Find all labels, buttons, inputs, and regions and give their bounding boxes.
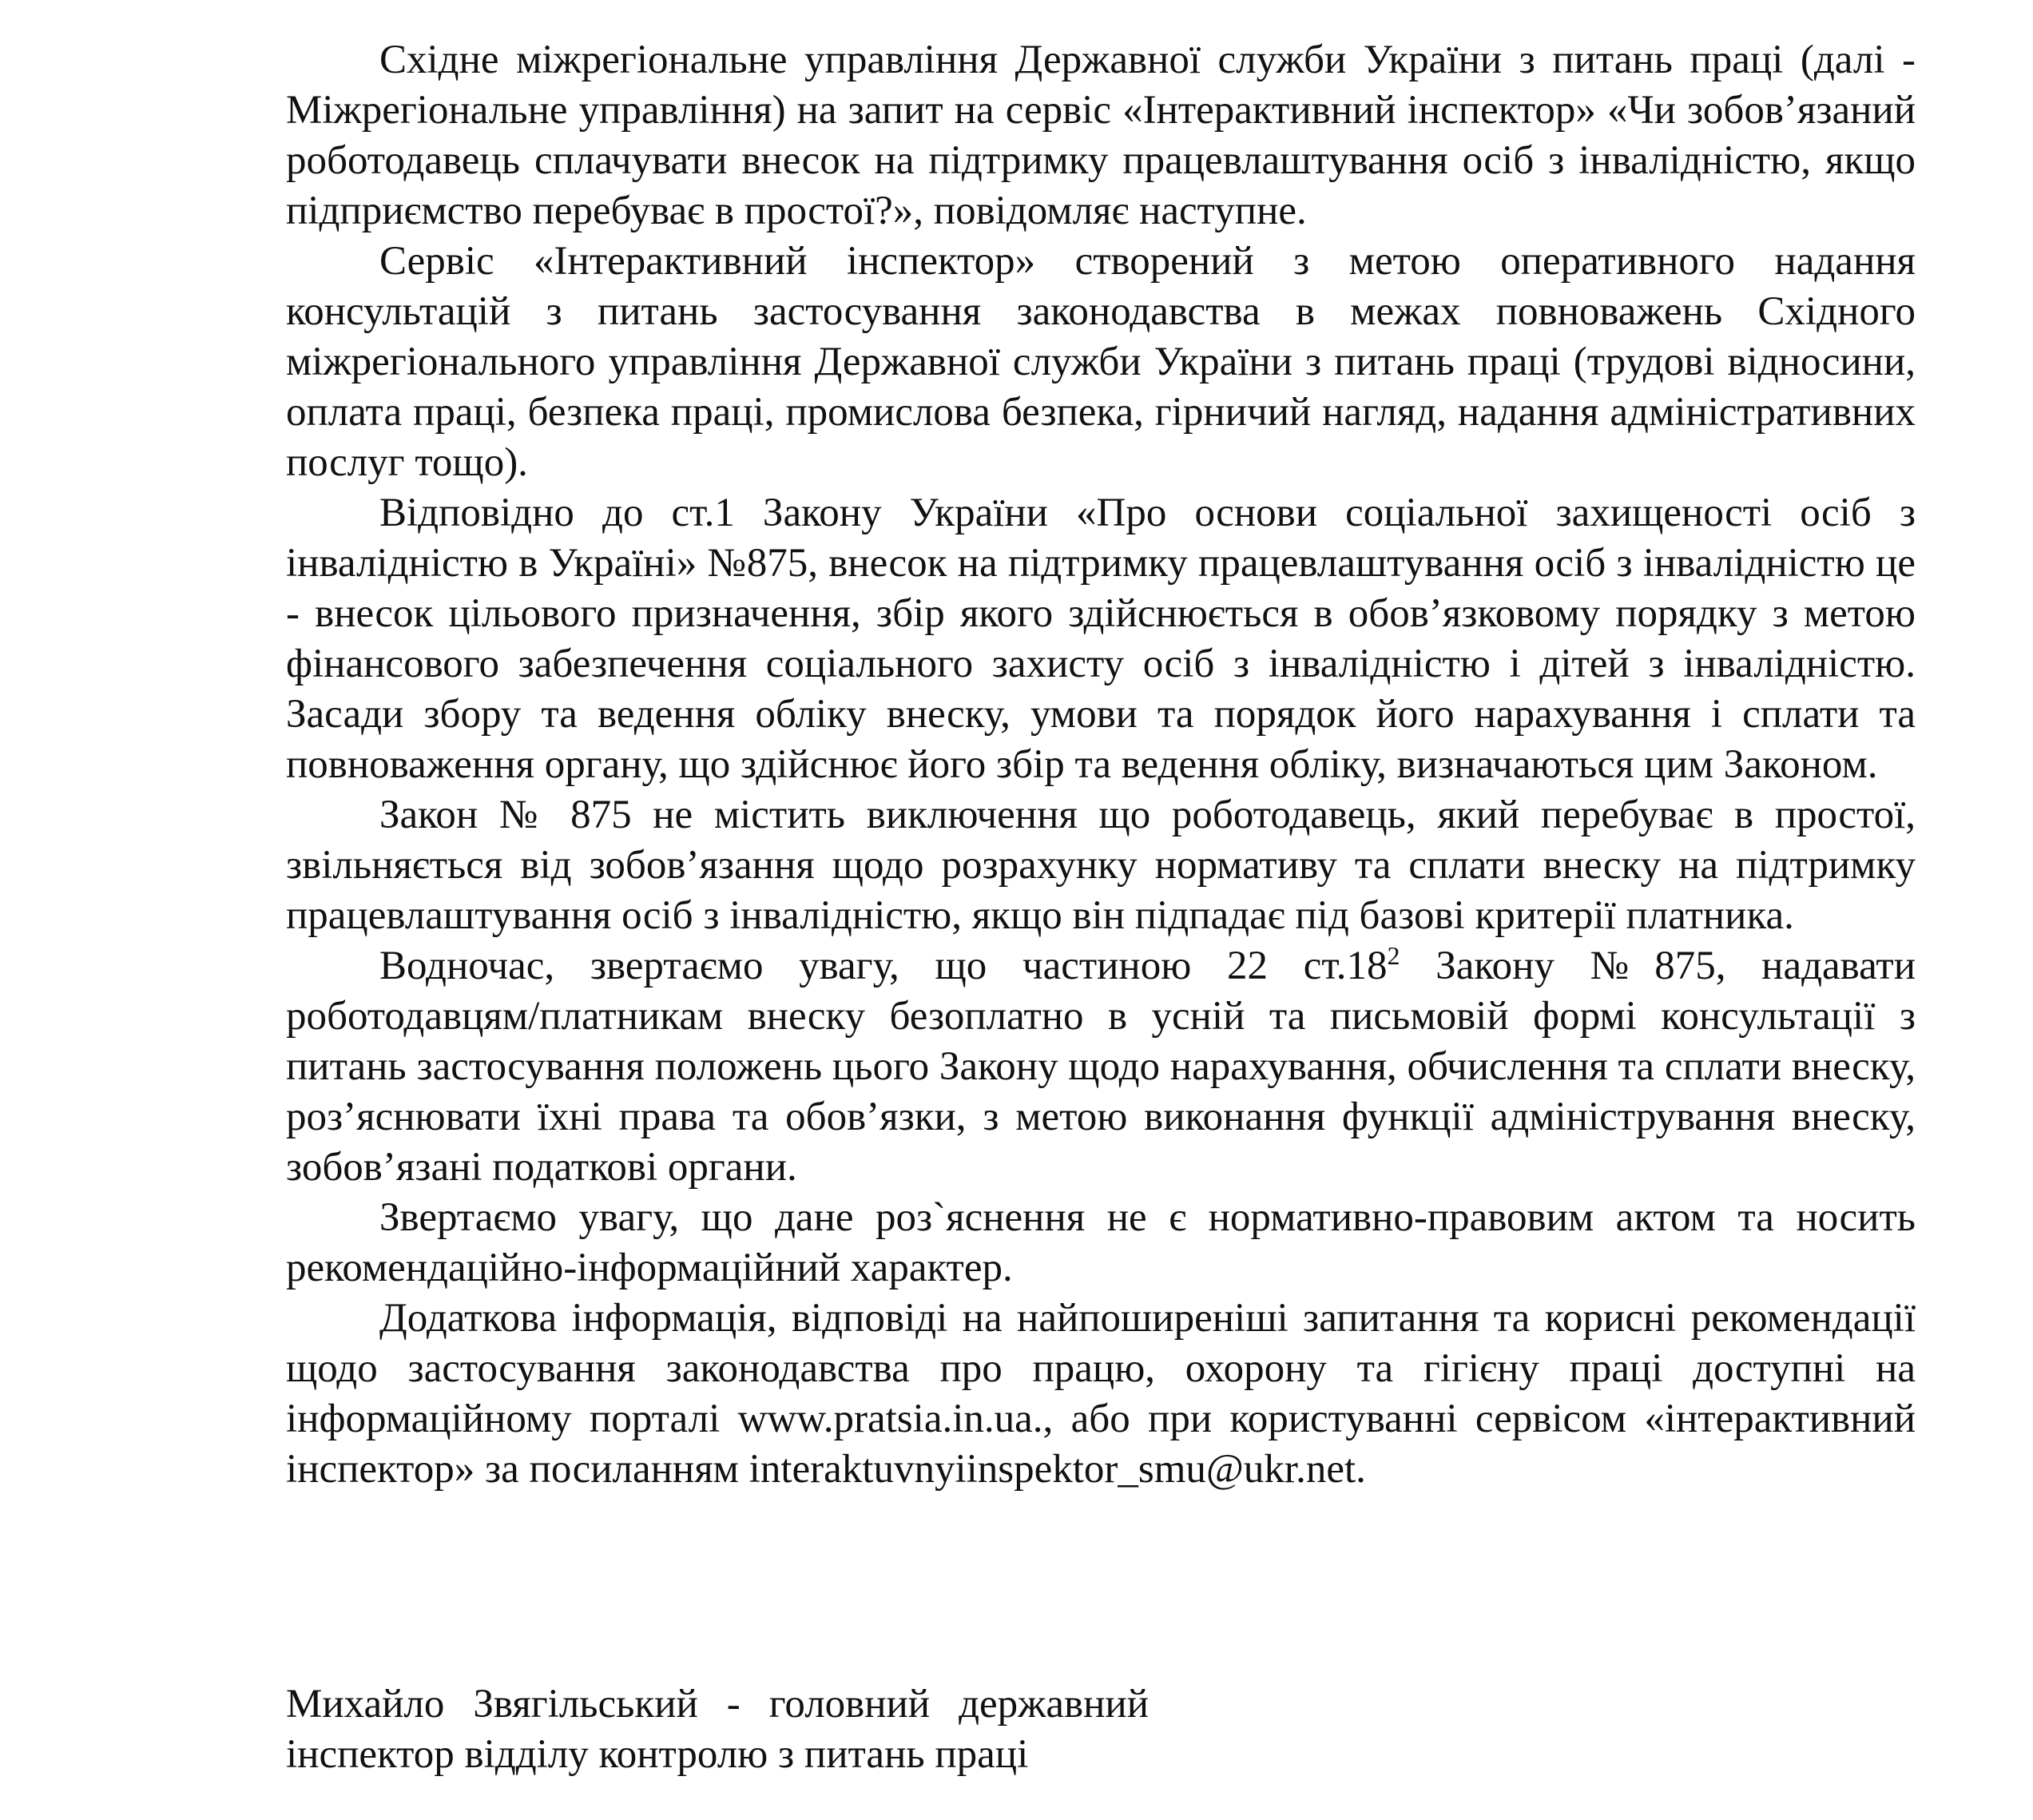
- paragraph-law-875-exceptions: Закон № 875 не містить виключення що роботодавець, який перебуває в простої, звільняється від зобов’язання щодо розрахунку нормативу та сплати внеску на підтримку працевлаштування осіб з інвалідністю, якщо він підпадає під базові критерії платника.: [286, 793, 1916, 938]
- paragraph-tax-authorities: [286, 941, 1916, 1193]
- paragraph-service-description: Сервіс «Інтерактивний інспектор» створений з метою оперативного надання консультацій з питань застосування законодавства в межах повноважень Східного міжрегіонального управління Державної служби України з питань праці (трудові відносини, оплата праці, безпека праці, промислова безпека, гірничий нагляд, надання адміністративних послуг тощо).: [286, 239, 1916, 485]
- paragraph-tax-authorities-start: Водночас, звертаємо увагу, що частиною 22 ст.18: [379, 944, 1388, 988]
- paragraph-additional-info: Додаткова інформація, відповіді на найпоширеніші запитання та корисні рекомендації щодо застосування законодавства про працю, охорону та гігієну праці доступні на інформаційному порталі www.pratsia.in.ua., або при користуванні сервісом «інтерактивний інспектор» за посиланням interaktuvnyiinspektor_smu@ukr.net.: [286, 1296, 1916, 1492]
- paragraph-tax-authorities-end: Закону №875, надавати роботодавцям/платникам внеску безоплатно в усній та письмовій формі консультації з питань застосування положень цього Закону щодо нарахування, обчислення та сплати внеску, роз’яснювати їхні права та обов’язки, з метою виконання функції адміністрування внеску, зобов’язані податкові органи.: [286, 944, 1916, 1190]
- superscript-article-index: 2: [1387, 941, 1400, 970]
- paragraph-intro: Східне міжрегіональне управління Державної служби України з питань праці (далі - Міжрегіональне управління) на запит на сервіс «Інтерактивний інспектор» «Чи зобов’язаний роботодавець сплачувати внесок на підтримку працевлаштування осіб з інвалідністю, якщо підприємство перебуває в простої?», повідомляє наступне.: [286, 38, 1916, 233]
- document-body: [286, 35, 1916, 1495]
- paragraph-disclaimer: Звертаємо увагу, що дане роз`яснення не є нормативно-правовим актом та носить рекомендаційно-інформаційний характер.: [286, 1195, 1916, 1290]
- paragraph-law-article-1: Відповідно до ст.1 Закону України «Про основи соціальної захищеності осіб з інвалідністю в Україні» №875, внесок на підтримку працевлаштування осіб з інвалідністю це - внесок цільового призначення, збір якого здійснюється в обов’язковому порядку з метою фінансового забезпечення соціального захисту осіб з інвалідністю і дітей з інвалідністю. Засади збору та ведення обліку внеску, умови та порядок його нарахування і сплати та повноваження органу, що здійснює його збір та ведення обліку, визначаються цим Законом.: [286, 491, 1916, 787]
- signature-block: Михайло Звягільський - головний державний інспектор відділу контролю з питань праці: [286, 1682, 1149, 1777]
